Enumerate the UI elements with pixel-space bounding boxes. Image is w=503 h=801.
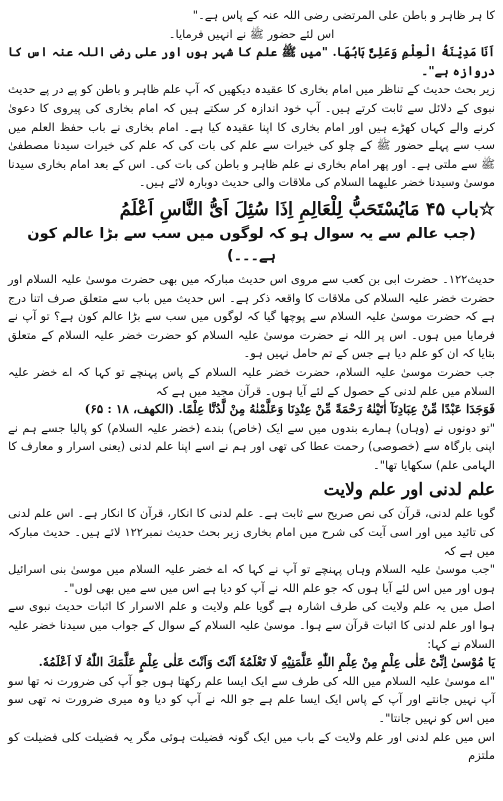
chapter-title: ☆باب ۴۵ مَایُسْتَحَبُّ لِلْعَالِمِ اِذَا سُئِلَ اَیُّ النَّاسِ اَعْلَمُ: [119, 198, 495, 220]
paragraph: اصل میں یہ علم ولایت کی طرف اشارہ ہے گویا علم ولایت و علم الاسرار کا اثبات حدیث نبوی سے ہوا اور علم لدنی کا اثبات قرآن سے ہوا۔ موسیٰ علیہ السلام کے سوال کے جواب میں سیدنا خضر علیہ السلام نے کہا:: [8, 599, 495, 651]
quote-translation: "اے موسیٰ علیہ السلام میں اللہ کی طرف سے ایک ایسا علم رکھتا ہوں جو آپ کی ضرورت نہ تھا سو آپ نہیں جانتے اور آپ کے پاس ایک ایسا علم ہے جو اللہ نے آپ کو دیا وہ میری ضرورت نہ تھی سو میں اس کو نہیں جانتا"۔: [8, 673, 495, 725]
paragraph: حدیث۱۲۲۔ حضرت ابی بن کعب سے مروی اس حدیث مبارکہ میں بھی حضرت موسیٰ علیہ السلام اور حضرت خضر علیہ السلام کی ملاقات کا واقعہ ذکر ہے۔ اس حدیث میں باب سے متعلق صرف اتنا درج ہے کہ حضرت موسیٰ علیہ السلام سے پوچھا گیا کہ لوگوں میں سب سے بڑا عالم کون ہے؟ تو آپ نے فرمایا میں ہوں۔ اس پر اللہ نے حضرت موسیٰ علیہ السلام کو حضرت خضر علیہ السلام کے متعلق بتایا کہ ان کو علم دیا ہے جس کے تم حامل نہیں ہو۔: [8, 271, 495, 361]
paragraph: اس میں علم لدنی اور علم ولایت کے باب میں ایک گونہ فضیلت ہوئی مگر یہ فضیلت کلی فضیلت کو ملتزم: [8, 729, 495, 763]
paragraph: کا ہر ظاہر و باطن علی المرتضی رضی اللہ عنہ کے پاس ہے۔": [192, 8, 495, 22]
section-heading: علم لدنی اور علم ولایت: [323, 480, 495, 501]
paragraph: زیر بحث حدیث کے تناظر میں امام بخاری کا عقیدہ دیکھیں کہ آپ علم ظاہر و باطن کو پے در پے حدیث نبوی کے دلائل سے ثابت کرتے ہیں۔ آپ خود اندازہ کر سکتے ہیں کہ امام بخاری کی پیروی کا دعویٰ کرنے والے کہاں کھڑے ہیں اور امام بخاری کا اپنا عقیدہ کیا ہے۔ امام بخاری نے باب حفظ العلم میں سب سے پہلے حضور ﷺ کے چلو کی خیرات سے علم کی بات کی کہ علم کی خیرات سیدنا مصطفیٰ ﷺ سے ملتی ہے۔ اور پھر امام بخاری نے علم ظاہر و باطن کی بات کی۔ اس کے بعد امام بخاری سیدنا موسیٰ وسیدنا خضر علیھما السلام کی ملاقات والی حدیث دوبارہ لائے ہیں۔: [8, 82, 495, 190]
arabic-hadith: اَنَا مَدِیْنَةُ الْعِلْمِ وَعَلِیٌّ بَابُھَا. "میں ﷺ علم کا شہر ہوں اور علی رضی اللہ عنہ اس کا دروازہ ہے"۔: [8, 45, 495, 78]
paragraph: جب حضرت موسیٰ علیہ السلام، حضرت خضر علیہ السلام کے پاس پہنچے تو کہا کہ اے خضر علیہ السلام میں علم لدنی کے حصول کے لئے آیا ہوں۔ قرآن مجید میں ہے کہ: [8, 364, 495, 398]
verse-translation: "تو دونوں نے (وہاں) ہمارے بندوں میں سے ایک (خاص) بندے (خضر علیہ السلام) کو پالیا جسے ہم نے اپنی بارگاہ سے (خصوصی) رحمت عطا کی تھی اور ہم نے اسے اپنا علم لدنی (یعنی اسرار و معارف کا الہامی علم) سکھایا تھا"۔: [8, 420, 495, 472]
paragraph: اس لئے حضور ﷺ نے انہیں فرمایا۔: [168, 26, 335, 41]
quran-verse: فَوَجَدَا عَبْدًا مِّنْ عِبَادِنَآ اٰتَیْنٰهُ رَحْمَةً مِّنْ عِنْدِنَا وَعَلَّمْنٰهُ مِنْ لَّدُنَّا عِلْمًا. (الکھف، ۱۸ : ۶۵): [84, 402, 495, 417]
arabic-quote: یَا مُوْسیٰ اِنِّیْ عَلٰی عِلْمٍ مِنْ عِلْمِ اللّٰهِ عَلَّمَنِیْهِ لَا تَعْلَمُهٗ اَنْتَ وَاَنْتَ عَلٰی عِلْمٍ عَلَّمَكَ اللّٰهُ لَا اَعْلَمُهٗ.: [38, 655, 495, 670]
paragraph: گویا علم لدنی، قرآن کی نص صریح سے ثابت ہے۔ علم لدنی کا انکار، قرآن کا انکار ہے۔ اس علم لدنی کی تائید میں اور اسی آیت کی شرح میں امام بخاری زیر بحث حدیث نمبر۱۲۲ لائے ہیں۔ حدیث مبارکہ میں ہے کہ: [8, 506, 495, 558]
paragraph: "جب موسیٰ علیہ السلام وہاں پہنچے تو آپ نے کہا کہ اے خضر علیہ السلام میں موسیٰ بنی اسرائیل ہوں اور میں اس لئے آیا ہوں کہ جو علم اللہ نے آپ کو دیا ہے اس میں سے میں بھی لوں"۔: [8, 562, 495, 595]
chapter-subtitle: (جب عالم سے یہ سوال ہو کہ لوگوں میں سب سے بڑا عالم کون ہے۔۔۔): [27, 225, 476, 264]
